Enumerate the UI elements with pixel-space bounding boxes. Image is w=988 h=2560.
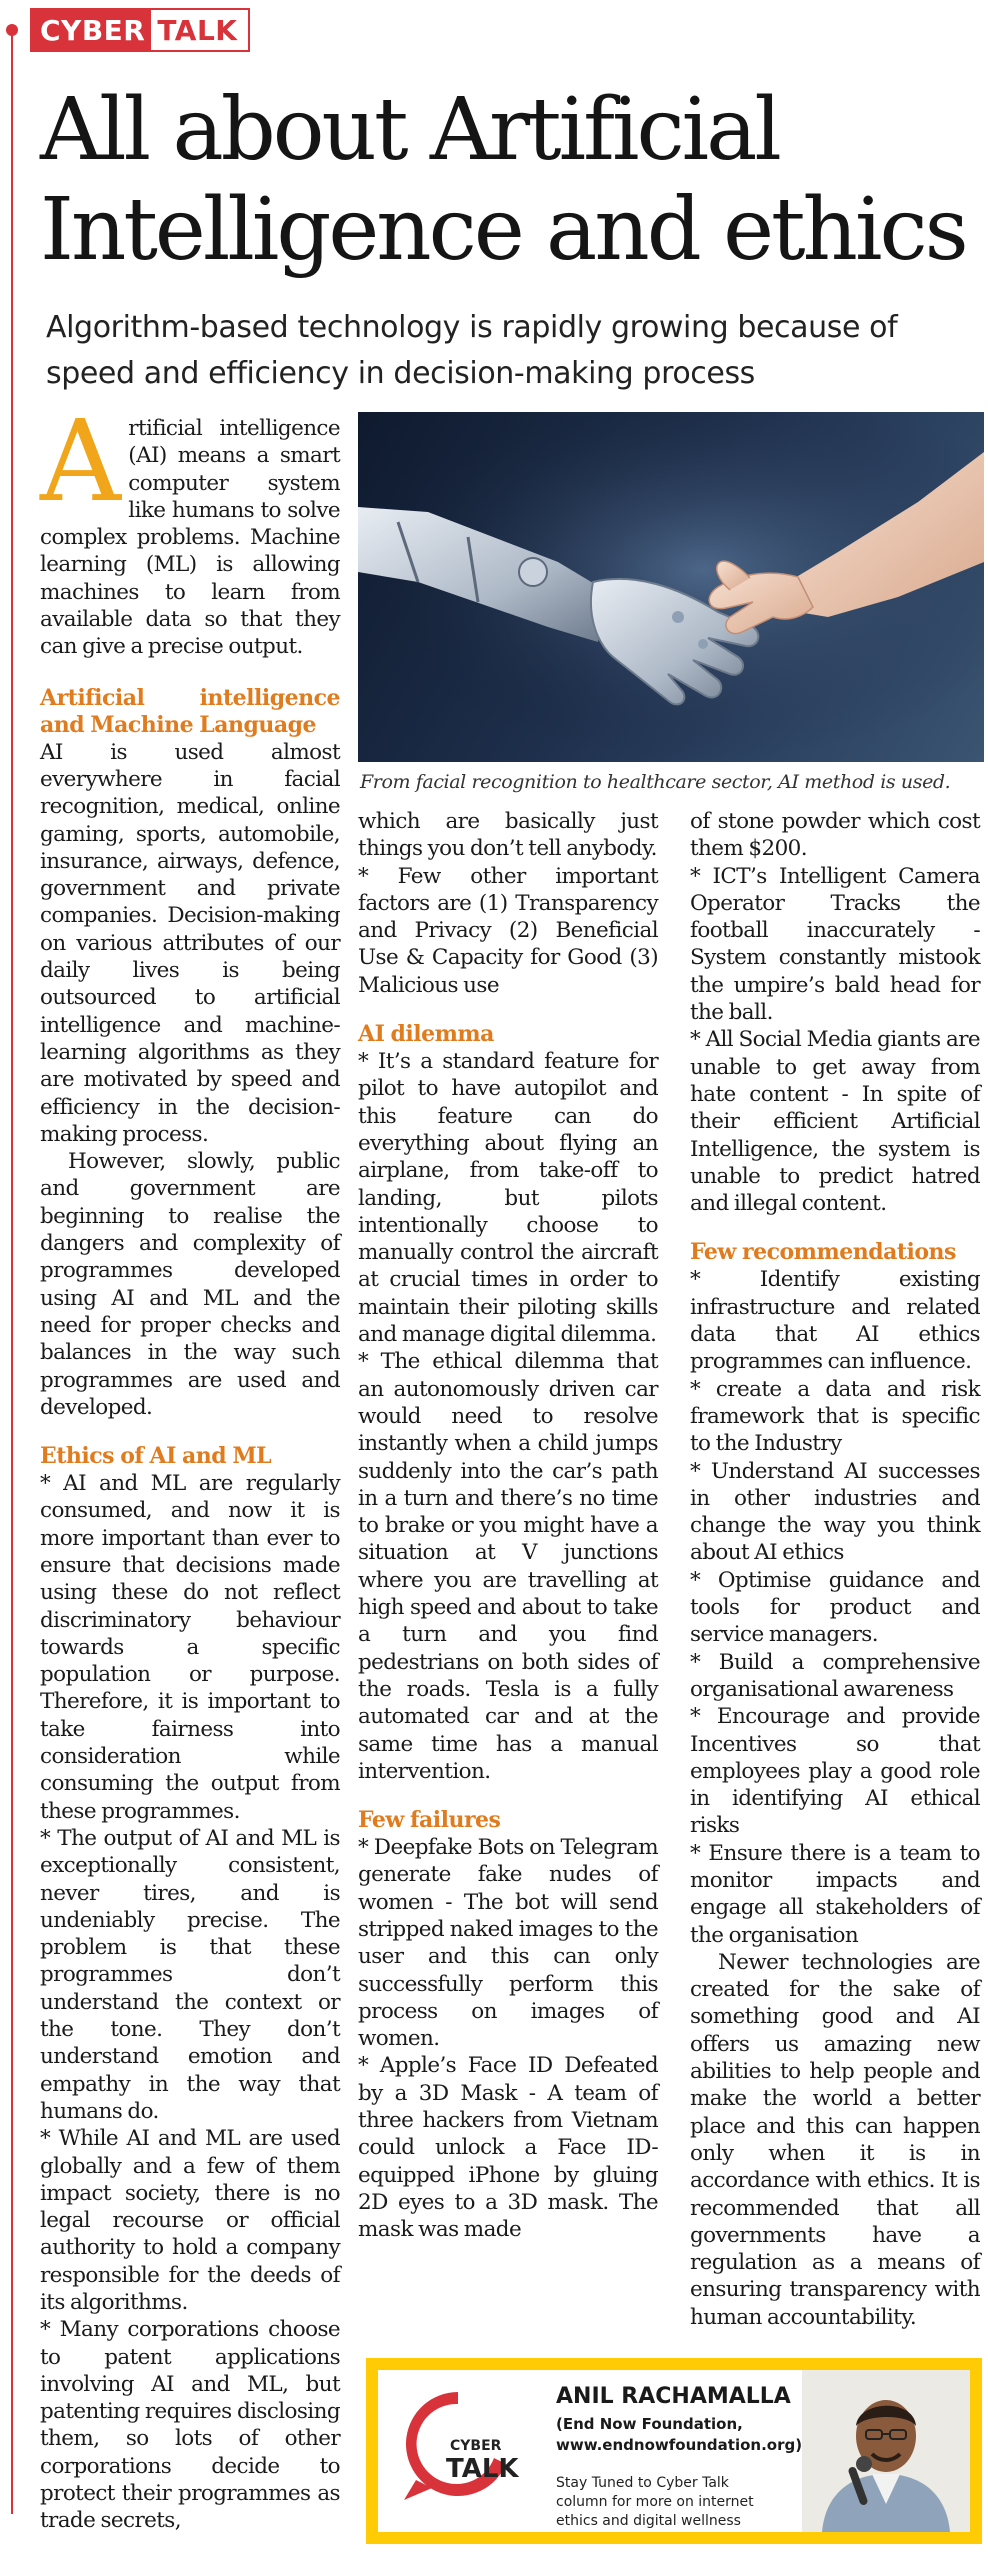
author-portrait-illustration (802, 2370, 970, 2532)
headline-line2: Intelligence and ethics (40, 180, 966, 280)
recommendation-item: * Identify existing infrastructure and related data that AI ethics programmes can influence. (690, 1267, 980, 1375)
bullet-paragraph: * It’s a standard feature for pilot to have autopilot and this feature can do everything about flying an airplane, from take-off to landing, but pilots intentionally choose to manually control the aircraft at crucial times in order to maintain their piloting skills and manage digital dilemma. (358, 1049, 658, 1348)
bullet-paragraph: * AI and ML are regularly consumed, and now it is more important than ever to ensure that decisions made using these do not reflect discriminatory behaviour towards a specific population or purpose. Therefore, it is important to take fairness into consideration while consuming the output from these programmes. (40, 1471, 340, 1824)
author-portrait (802, 2370, 970, 2532)
article-column-1 (40, 397, 340, 2540)
recommendation-item: * Understand AI successes in other industries and change the way you think about AI ethics (690, 1458, 980, 1566)
author-box (366, 2358, 982, 2544)
paragraph: of stone powder which cost them $200. (690, 809, 980, 862)
bullet-paragraph: * Deepfake Bots on Telegram generate fake nudes of women - The bot will send stripped naked images to the user and this can only successfully perform this process on images of women. (358, 1835, 658, 2052)
paragraph: However, slowly, public and government are beginning to realise the dangers and complexity of programmes developed using AI and ML and the need for proper checks and balances in the way such programmes are used and developed. (40, 1149, 340, 1420)
paragraph: AI is used almost everywhere in facial recognition, medical, online gaming, sports, automobile, insurance, airways, defence, government and private companies. Decision-making on various attributes of our daily lives is being outsourced to artificial intelligence and machine-learning algorithms as they are motivated by speed and efficiency in the decision-making process. (40, 739, 340, 1147)
subhead-recommendations: Few recommendations (690, 1239, 956, 1266)
robot-human-handshake-photo (358, 412, 984, 762)
bullet-paragraph: * All Social Media giants are unable to get away from hate content - In spite of their efficient Artificial Intelligence, the system is unable to predict hatred and illegal content. (690, 1027, 980, 1217)
author-name: ANIL RACHAMALLA (556, 2384, 791, 2409)
recommendation-item: * Ensure there is a team to monitor impacts and engage all stakeholders of the organisation (690, 1840, 980, 1948)
recommendation-item: * Encourage and provide Incentives so that employees play a good role in identifying AI ethical risks (690, 1704, 980, 1839)
logo-text-talk: TALK (446, 2454, 519, 2484)
bullet-paragraph: * ICT’s Intelligent Camera Operator Tracks the football inaccurately - System constantly mistook the umpire’s bald head for the ball. (690, 863, 980, 1026)
drop-cap: A (40, 397, 121, 527)
author-box-inner (378, 2370, 970, 2532)
logo-text-cyber: CYBER (450, 2438, 502, 2454)
bullet-paragraph: * Apple’s Face ID Defeated by a 3D Mask - A team of three hackers from Vietnam could unlock a Face ID-equipped iPhone by gluing 2D eyes to a 3D mask. The mask was made (358, 2053, 658, 2243)
recommendation-item: * create a data and risk framework that is specific to the Industry (690, 1376, 980, 1457)
bullet-paragraph: * Many corporations choose to patent applications involving AI and ML, but patenting requires disclosing them, so lots of other corporations decide to protect their programmes as trade secrets, (40, 2317, 340, 2534)
recommendation-item: * Build a comprehensive organisational awareness (690, 1649, 980, 1702)
bullet-paragraph: * The output of AI and ML is exceptionally consistent, never tires, and is undeniably precise. The problem is that these programmes don’t understand the context or the tone. They don’t understand emotion and empathy in the way that humans do. (40, 1825, 340, 2124)
section-rule (11, 34, 13, 2514)
subhead-ai-ml: Artificial intelligence and Machine Language (40, 684, 340, 738)
intro-text: rtificial intelligence (AI) means a smart computer system like humans to solve complex problems. Machine learning (ML) is allowing machines to learn from available data so that they can give a precise output. (40, 416, 340, 660)
author-org-url: www.endnowfoundation.org) (556, 2436, 803, 2454)
article-column-3 (690, 808, 980, 2330)
photo-caption: From facial recognition to healthcare sector, AI method is used. (360, 771, 951, 793)
subhead-few-failures: Few failures (358, 1807, 501, 1834)
section-tag-part2: TALK (151, 10, 247, 50)
paragraph: which are basically just things you don’t tell anybody. (358, 809, 658, 862)
author-org-line1: (End Now Foundation, (556, 2415, 743, 2433)
author-organization (556, 2414, 802, 2456)
recommendation-item: * Optimise guidance and tools for product and service managers. (690, 1567, 980, 1648)
section-tag (30, 8, 250, 52)
bullet-paragraph: * While AI and ML are used globally and a few of them impact society, there is no legal recourse or official authority to hold a company responsible for the deeds of its algorithms. (40, 2126, 340, 2315)
article-column-2 (358, 808, 658, 2338)
bullet-paragraph: * Few other important factors are (1) Transparency and Privacy (2) Beneficial Use & Capacity for Good (3) Malicious use (358, 863, 658, 998)
cyber-talk-logo (398, 2384, 518, 2504)
handshake-illustration (358, 412, 984, 762)
subhead-ethics: Ethics of AI and ML (40, 1443, 272, 1470)
headline-line1: All about Artificial (40, 80, 779, 180)
closing-paragraph: Newer technologies are created for the sake of something good and AI offers us amazing new abilities to help people and make the world a better place and this can happen only when it is in accordance with ethics. It is recommended that all governments have a regulation as a means of ensuring transparency with human accountability. (690, 1949, 980, 2330)
bullet-paragraph: * The ethical dilemma that an autonomously driven car would need to resolve instantly when a child jumps suddenly into the car’s path in a turn and there’s no time to brake or you might have a situation at V junctions where you are travelling at high speed and about to take a turn and you find pedestrians on both sides of the roads. Tesla is a fully automated car and at the same time has a manual intervention. (358, 1349, 658, 1784)
headline (40, 80, 970, 280)
deck-subheadline: Algorithm-based technology is rapidly growing because of speed and efficiency in decision-making process (46, 310, 898, 391)
subhead-ai-dilemma: AI dilemma (358, 1021, 494, 1048)
section-tag-part1: CYBER (32, 10, 151, 50)
intro-paragraph (40, 397, 340, 661)
author-blurb: Stay Tuned to Cyber Talk column for more on internet ethics and digital wellness (556, 2475, 754, 2529)
